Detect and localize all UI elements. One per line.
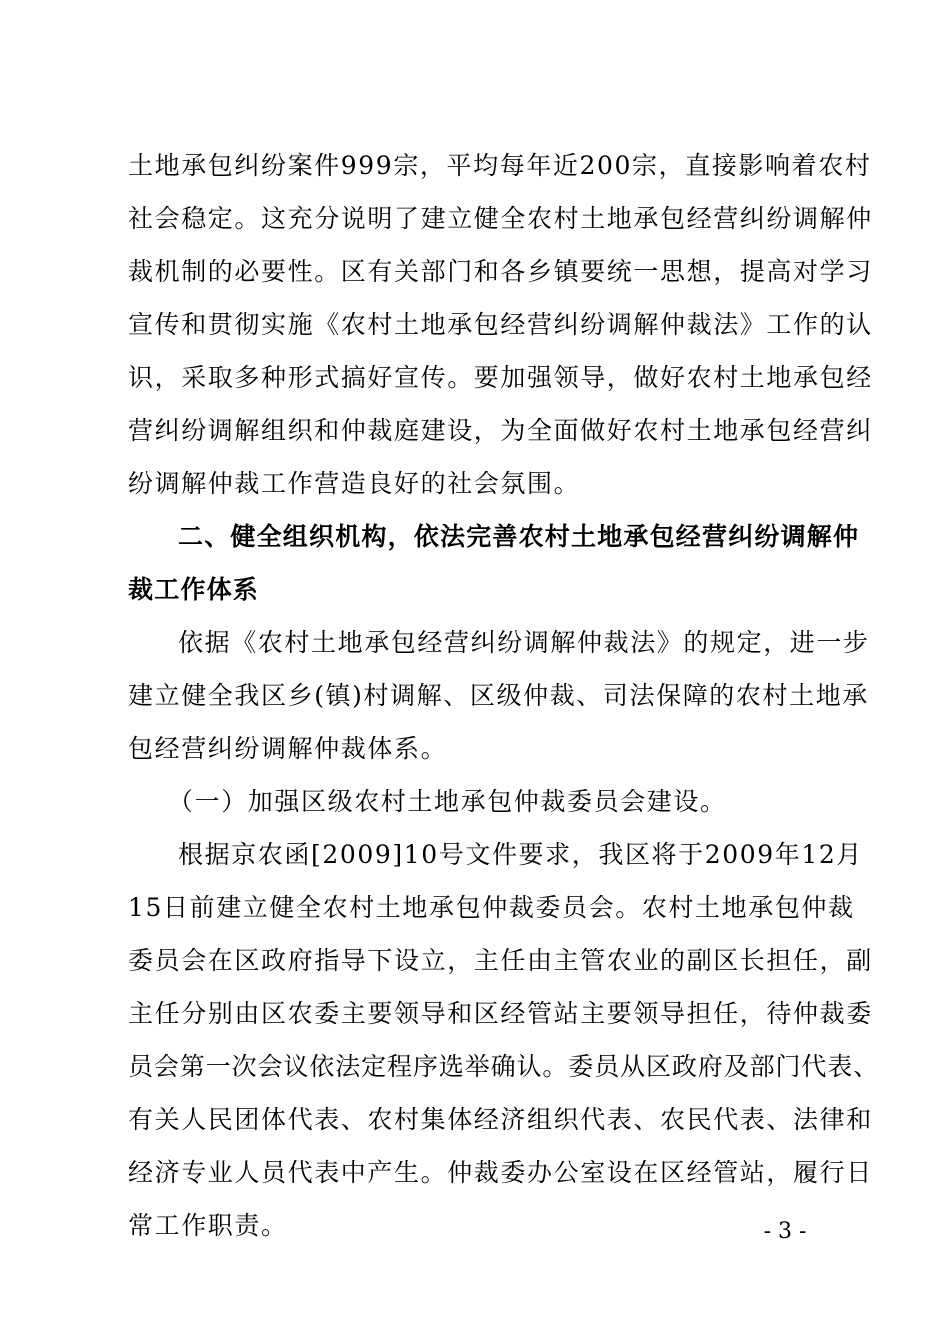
- subsection-heading: （一）加强区级农村土地承包仲裁委员会建设。: [168, 787, 727, 816]
- paragraph-line: 宣传和贯彻实施《农村土地承包经营纠纷调解仲裁法》工作的认: [128, 310, 873, 339]
- paragraph-line: 依据《农村土地承包经营纠纷调解仲裁法》的规定，进一步: [178, 628, 870, 657]
- paragraph-line: 包经营纠纷调解仲裁体系。: [128, 734, 448, 763]
- paragraph-line: 主任分别由区农委主要领导和区经管站主要领导担任，待仲裁委: [128, 999, 873, 1028]
- paragraph-line: 营纠纷调解组织和仲裁庭建设，为全面做好农村土地承包经营纠: [128, 416, 873, 445]
- paragraph-line: 纷调解仲裁工作营造良好的社会氛围。: [128, 469, 581, 498]
- paragraph-line: 土地承包纠纷案件999宗，平均每年近200宗，直接影响着农村: [128, 151, 872, 180]
- paragraph-line: 委员会在区政府指导下设立，主任由主管农业的副区长担任，副: [128, 946, 873, 975]
- page-number: - 3 -: [763, 1219, 807, 1244]
- paragraph-line: 识，采取多种形式搞好宣传。要加强领导，做好农村土地承包经: [128, 363, 873, 392]
- section-heading: 裁工作体系: [128, 575, 260, 604]
- paragraph-line: 常工作职责。: [128, 1211, 288, 1240]
- paragraph-line: 有关人民团体代表、农村集体经济组织代表、农民代表、法律和: [128, 1105, 873, 1134]
- paragraph-line: 建立健全我区乡(镇)村调解、区级仲裁、司法保障的农村土地承: [128, 681, 869, 710]
- paragraph-line: 社会稳定。这充分说明了建立健全农村土地承包经营纠纷调解仲: [128, 204, 873, 233]
- paragraph-line: 根据京农函[2009]10号文件要求，我区将于2009年12月: [178, 840, 863, 869]
- section-heading: 二、健全组织机构，依法完善农村土地承包经营纠纷调解仲: [178, 522, 860, 551]
- paragraph-line: 裁机制的必要性。区有关部门和各乡镇要统一思想，提高对学习: [128, 257, 873, 286]
- paragraph-line: 15日前建立健全农村土地承包仲裁委员会。农村土地承包仲裁: [128, 893, 855, 922]
- paragraph-line: 经济专业人员代表中产生。仲裁委办公室设在区经管站，履行日: [128, 1158, 873, 1187]
- paragraph-line: 员会第一次会议依法定程序选举确认。委员从区政府及部门代表、: [128, 1052, 880, 1081]
